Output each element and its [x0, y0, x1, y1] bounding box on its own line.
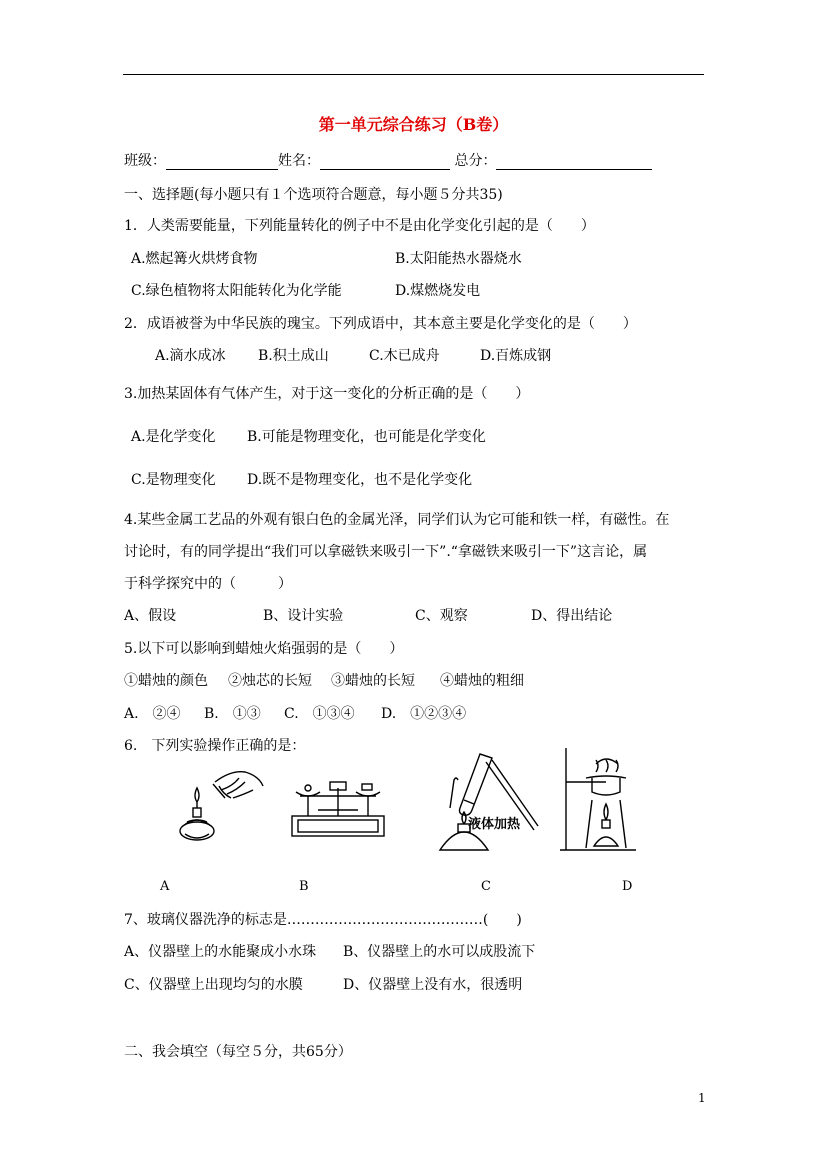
q6-stem: 6. 下列实验操作正确的是：	[124, 738, 306, 754]
class-label: 班级：	[124, 153, 166, 169]
q7-option-b[interactable]: B、仪器壁上的水可以成股流下	[343, 944, 536, 960]
q4-option-d[interactable]: D、得出结论	[531, 608, 613, 624]
q1-option-d[interactable]: D.煤燃烧发电	[395, 283, 481, 299]
q2-stem: 2．成语被誉为中华民族的瑰宝。下列成语中，其本意主要是化学变化的是（ ）	[124, 316, 637, 332]
q5-option-d[interactable]: D. ①②③④	[381, 706, 467, 722]
page-title: 第一单元综合练习（B卷）	[318, 115, 509, 134]
q2-option-b[interactable]: B.积土成山	[258, 348, 329, 364]
q1-option-a[interactable]: A.燃起篝火烘烤食物	[131, 251, 258, 267]
q2-option-a[interactable]: A.滴水成冰	[155, 348, 226, 364]
q4-line2: 讨论时，有的同学提出“我们可以拿磁铁来吸引一下”.“拿磁铁来吸引一下”这言论，属	[124, 544, 648, 560]
q3-option-a[interactable]: A.是化学变化	[131, 429, 216, 445]
q5-item-2: ②烛芯的长短	[228, 673, 312, 689]
figure-b-balance	[288, 774, 388, 844]
q4-option-b[interactable]: B、设计实验	[263, 608, 344, 624]
figure-a-alcohol-lamp	[175, 764, 267, 846]
name-label: 姓名：	[278, 153, 320, 169]
figure-d-label: D	[622, 879, 633, 894]
q2-option-d[interactable]: D.百炼成钢	[480, 348, 552, 364]
figure-d-beaker-heating	[556, 744, 642, 856]
q5-item-1: ①蜡烛的颜色	[124, 673, 208, 689]
q4-line1: 4.某些金属工艺品的外观有银白色的金属光泽，同学们认为它可能和铁一样，有磁性。在	[124, 512, 670, 528]
q1-stem: 1．人类需要能量，下列能量转化的例子中不是由化学变化引起的是（ ）	[124, 218, 595, 234]
figure-a-label: A	[160, 879, 170, 894]
score-blank[interactable]	[496, 155, 652, 170]
name-blank[interactable]	[320, 155, 450, 170]
q4-option-c[interactable]: C、观察	[415, 608, 468, 624]
section1-heading: 一、选择题(每小题只有１个选项符合题意，每小题５分共35)	[124, 187, 503, 203]
q3-option-d[interactable]: D.既不是物理变化，也不是化学变化	[247, 472, 473, 488]
q7-option-d[interactable]: D、仪器壁上没有水，很透明	[343, 977, 523, 993]
figure-b-label: B	[299, 879, 309, 894]
figure-c-label: C	[481, 879, 491, 894]
q5-option-b[interactable]: B. ①③	[204, 706, 261, 722]
student-info-row	[124, 152, 652, 170]
q7-stem: 7、玻璃仪器洗净的标志是……………………………………( )	[124, 912, 522, 928]
section2-heading: 二、我会填空（每空５分，共65分）	[124, 1044, 352, 1060]
q5-item-4: ④蜡烛的粗细	[440, 673, 524, 689]
q3-option-c[interactable]: C.是物理变化	[131, 472, 216, 488]
q5-option-a[interactable]: A. ②④	[124, 706, 181, 722]
class-blank[interactable]	[166, 155, 278, 170]
q3-stem: 3.加热某固体有气体产生，对于这一变化的分析正确的是（ ）	[124, 386, 530, 402]
q7-option-c[interactable]: C、仪器壁上出现均匀的水膜	[124, 977, 303, 993]
q5-stem: 5.以下可以影响到蜡烛火焰强弱的是（ ）	[124, 641, 404, 657]
q2-option-c[interactable]: C.木已成舟	[369, 348, 440, 364]
score-label: 总分：	[454, 153, 497, 169]
q4-option-a[interactable]: A、假设	[124, 608, 177, 624]
q5-item-3: ③蜡烛的长短	[331, 673, 415, 689]
q1-option-b[interactable]: B.太阳能热水器烧水	[395, 251, 522, 267]
q5-option-c[interactable]: C. ①③④	[284, 706, 355, 722]
page-number: 1	[698, 1091, 706, 1105]
header-rule	[123, 74, 704, 75]
figure-c-caption: 液体加热	[468, 817, 521, 832]
q1-option-c[interactable]: C.绿色植物将太阳能转化为化学能	[131, 283, 342, 299]
q7-option-a[interactable]: A、仪器壁上的水能聚成小水珠	[124, 944, 317, 960]
figure-c-liquid-heating	[430, 748, 545, 854]
q4-line3: 于科学探究中的（ ）	[124, 576, 292, 592]
q3-option-b[interactable]: B.可能是物理变化，也可能是化学变化	[247, 429, 486, 445]
